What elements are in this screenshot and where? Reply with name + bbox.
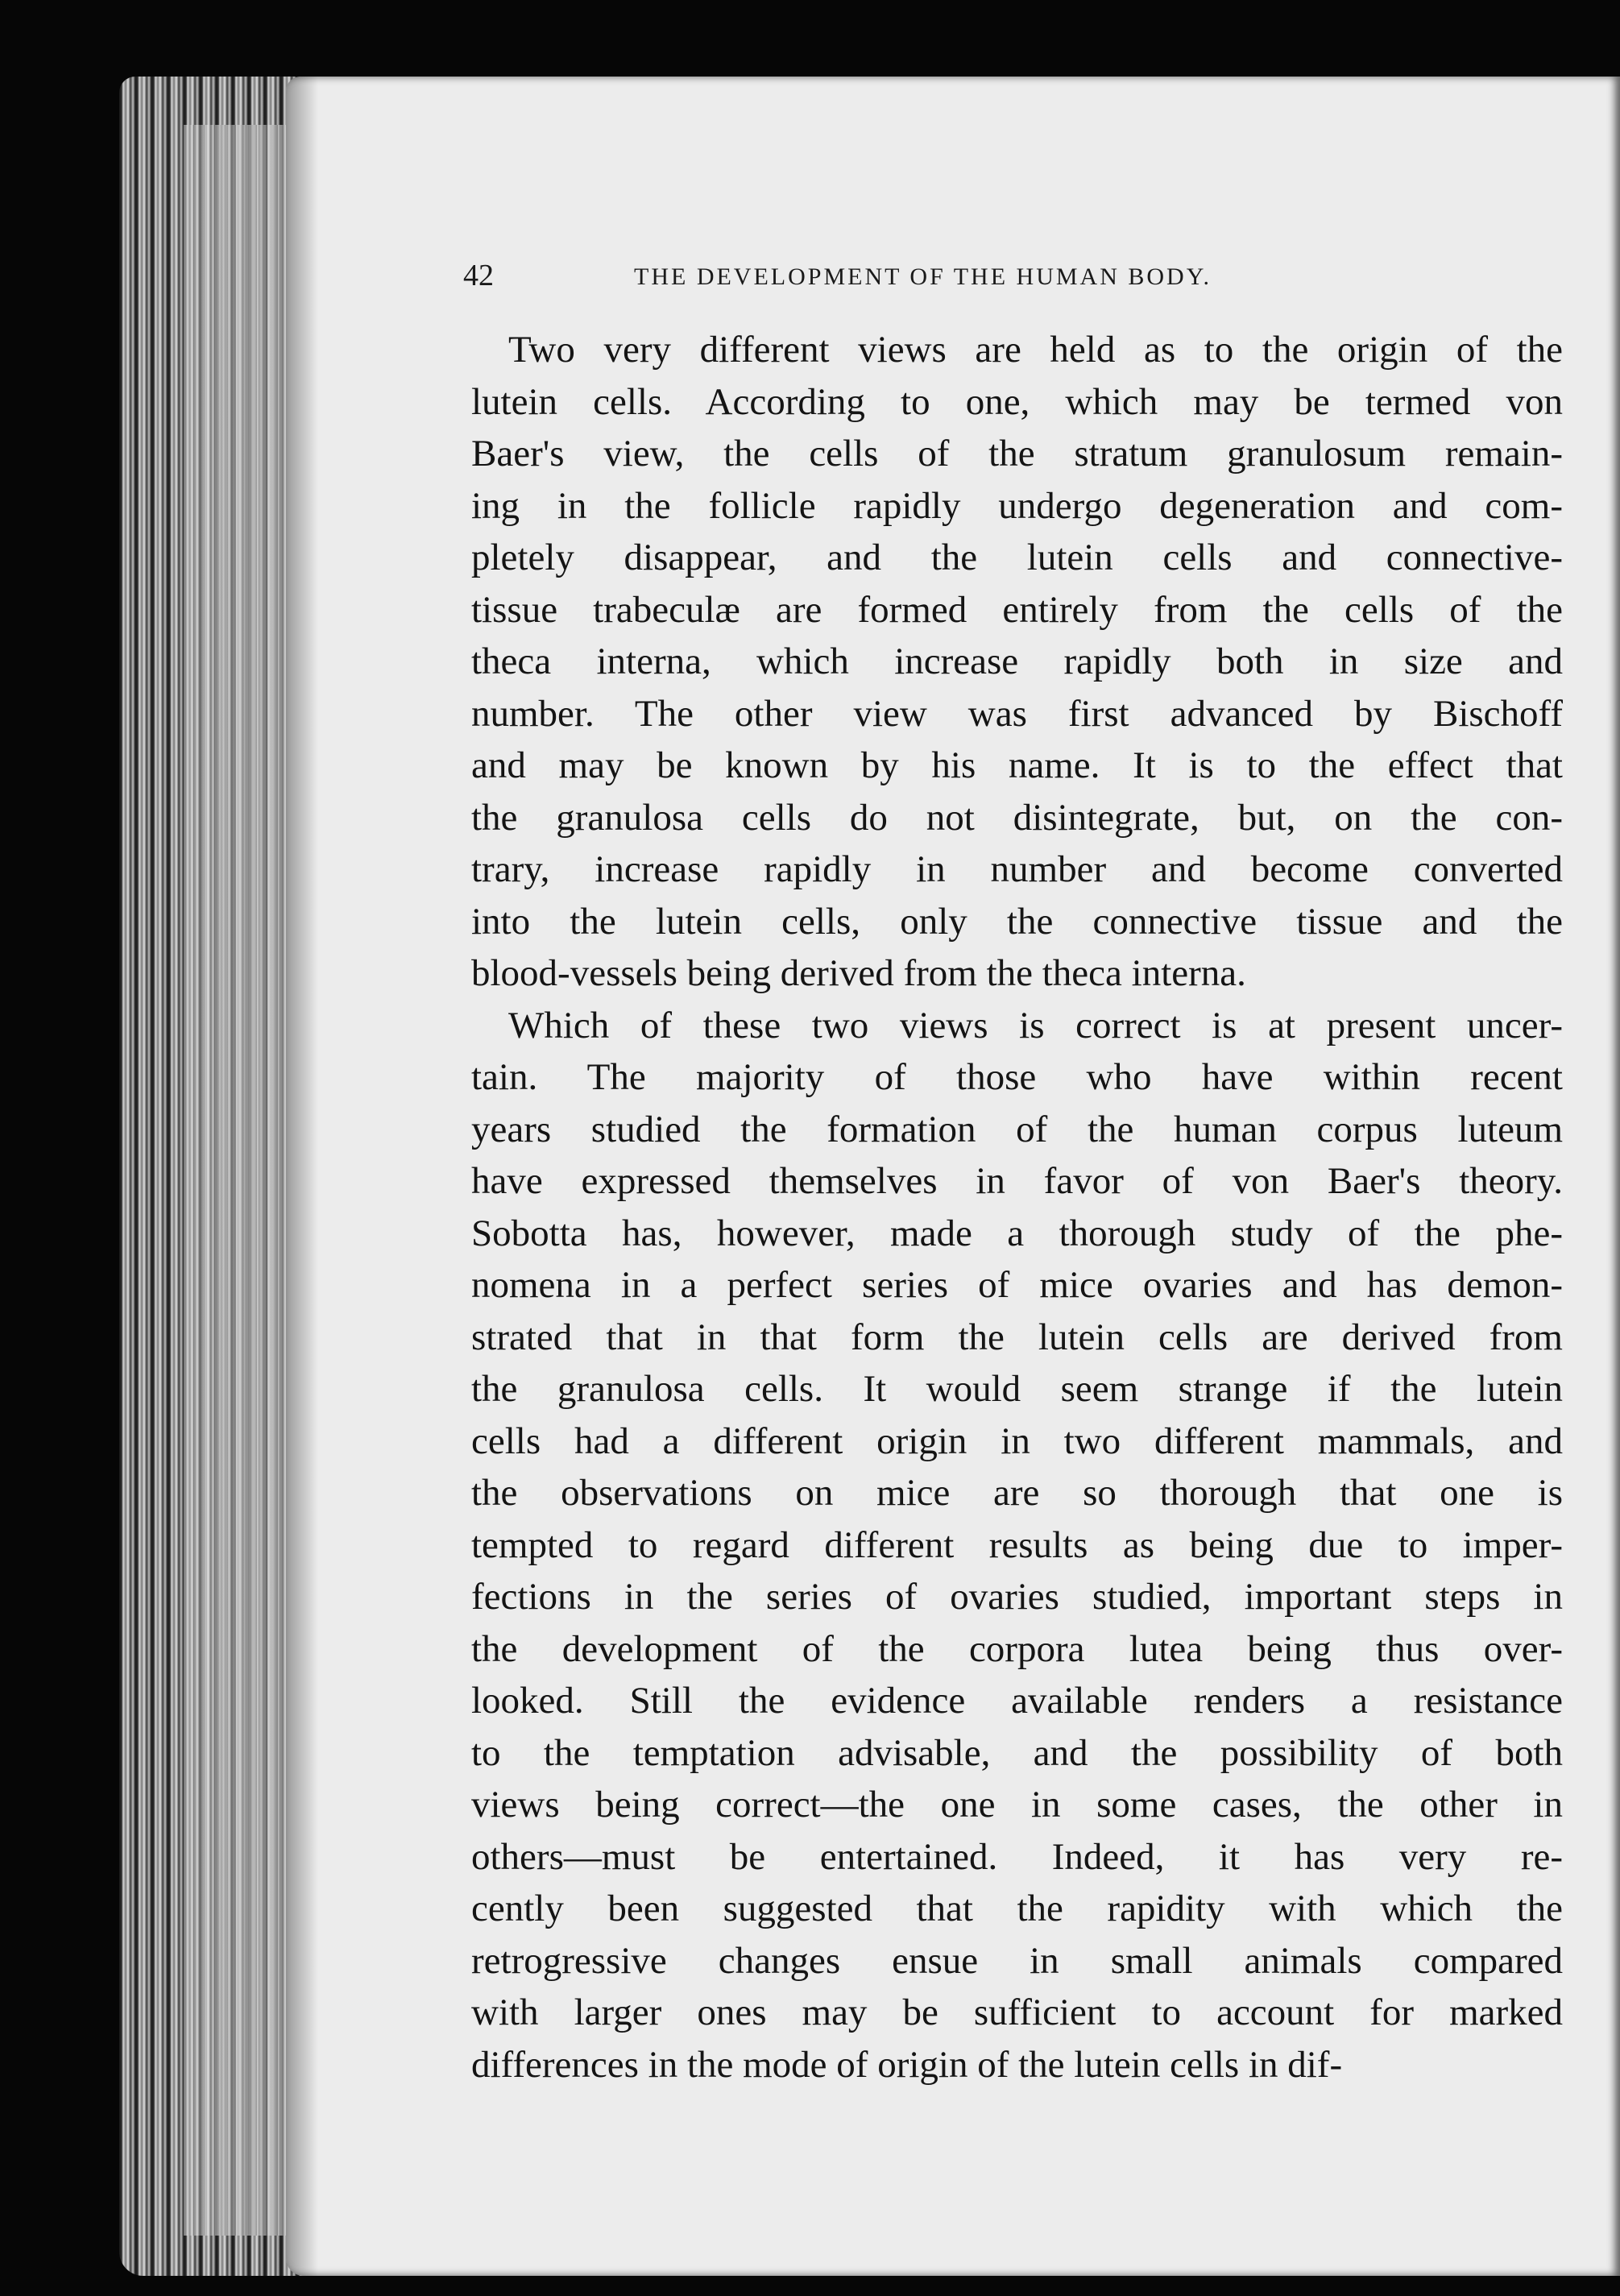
gutter-shadow [286,77,318,2276]
text-line: strated that in that form the lutein cells are derived from [471,1316,1563,1358]
page-number: 42 [463,259,494,292]
text-line: ing in the follicle rapidly undergo degeneration and com- [471,484,1563,527]
text-line: the granulosa cells. It would seem strange if the lutein [471,1368,1563,1410]
text-line: theca interna, which increase rapidly both in size and [471,640,1563,682]
running-head: THE DEVELOPMENT OF THE HUMAN BODY. [634,263,1212,290]
text-line: Which of these two views is correct is at present uncer- [508,1004,1563,1046]
text-line: trary, increase rapidly in number and become converted [471,848,1563,890]
paragraph-1 [471,324,1563,1000]
text-line: cently been suggested that the rapidity with which the [471,1888,1563,1929]
paragraph-2 [471,1000,1563,2091]
text-line: tain. The majority of those who have within recent [471,1056,1563,1098]
text-line: tempted to regard different results as being due to imper- [471,1523,1563,1566]
book-page-edges [119,77,305,2276]
text-line: the granulosa cells do not disintegrate, but, on the con- [471,796,1563,839]
text-line: Two very different views are held as to the origin of the [508,329,1563,371]
text-line: tissue trabeculæ are formed entirely from the cells of the [471,588,1563,631]
text-line: years studied the formation of the human corpus luteum [471,1108,1563,1150]
text-line: lutein cells. According to one, which may be termed von [471,380,1563,423]
text-line: pletely disappear, and the lutein cells and connective- [471,537,1563,578]
text-line: the observations on mice are so thorough that one is [471,1472,1563,1514]
text-line: blood-vessels being derived from the theca interna. [471,952,1246,994]
text-line: retrogressive changes ensue in small animals compared [471,1939,1563,1982]
text-line: differences in the mode of origin of the lutein cells in dif- [471,2043,1343,2086]
text-line: Sobotta has, however, made a thorough study of the phe- [471,1212,1563,1254]
text-line: into the lutein cells, only the connective tissue and the [471,900,1563,943]
text-line: the development of the corpora lutea being thus over- [471,1627,1563,1670]
text-line: number. The other view was first advanced by Bischoff [471,692,1563,735]
text-line: nomena in a perfect series of mice ovaries and has demon- [471,1264,1563,1306]
page-header [463,251,1398,300]
text-line: Baer's view, the cells of the stratum granulosum remain- [471,433,1563,475]
text-line: and may be known by his name. It is to the effect that [471,744,1563,786]
text-line: looked. Still the evidence available renders a resistance [471,1680,1563,1722]
text-line: others—must be entertained. Indeed, it has very re- [471,1835,1563,1878]
text-line: have expressed themselves in favor of von Baer's theory. [471,1160,1563,1202]
text-line: with larger ones may be sufficient to account for marked [471,1991,1563,2033]
body-text [471,324,1563,2120]
text-line: fections in the series of ovaries studied, important steps in [471,1576,1563,1618]
text-line: views being correct—the one in some cases, the other in [471,1784,1563,1826]
text-line: to the temptation advisable, and the possibility of both [471,1731,1563,1774]
text-line: cells had a different origin in two different mammals, and [471,1419,1563,1462]
